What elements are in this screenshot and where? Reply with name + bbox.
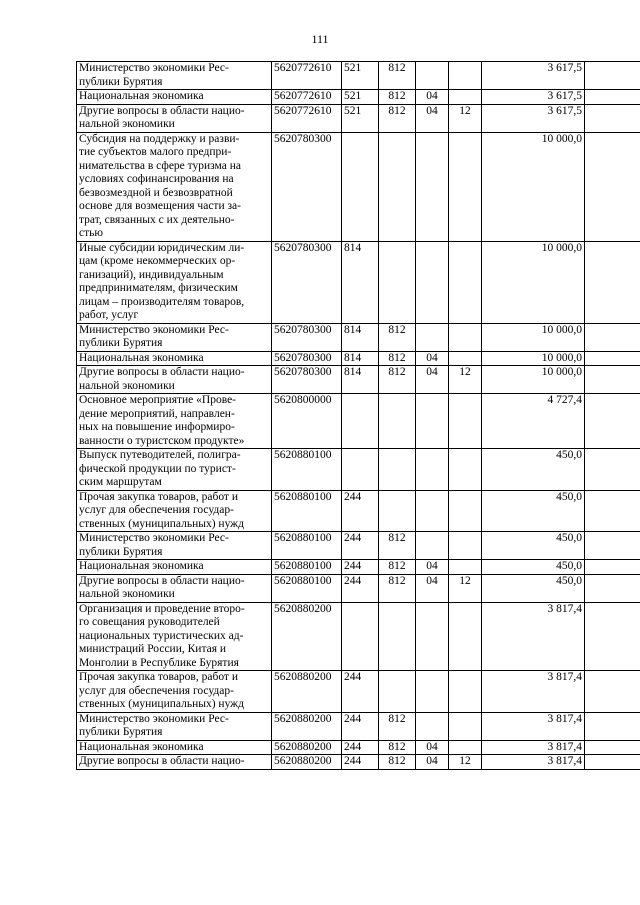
ministry-code-cell [379, 241, 416, 323]
expense-type-cell: 521 [342, 62, 379, 90]
expense-type-cell: 244 [342, 560, 379, 575]
subsection-cell: 12 [449, 755, 482, 770]
empty-column-cell [585, 394, 640, 449]
subsection-cell: 12 [449, 574, 482, 602]
section-cell [416, 323, 449, 351]
row-name-cell: Прочая закупка товаров, работ и услуг для обеспечения государ- ственных (муниципальных) нужд [77, 671, 272, 713]
section-cell: 04 [416, 366, 449, 394]
target-article-cell: 5620800000 [272, 394, 342, 449]
empty-column-cell [585, 602, 640, 671]
target-article-cell: 5620772610 [272, 62, 342, 90]
row-name-cell: Прочая закупка товаров, работ и услуг для обеспечения государ- ственных (муниципальных) нужд [77, 490, 272, 532]
amount-cell: 3 817,4 [482, 755, 585, 770]
target-article-cell: 5620880200 [272, 755, 342, 770]
subsection-cell [449, 449, 482, 491]
target-article-cell: 5620880200 [272, 712, 342, 740]
section-cell [416, 132, 449, 241]
section-cell: 04 [416, 104, 449, 132]
table-row [77, 449, 640, 491]
table-row [77, 602, 640, 671]
row-name-cell: Министерство экономики Рес- публики Бурятия [77, 712, 272, 740]
table-row [77, 490, 640, 532]
row-name-cell: Национальная экономика [77, 560, 272, 575]
table-row [77, 323, 640, 351]
section-cell: 04 [416, 740, 449, 755]
table-row [77, 671, 640, 713]
target-article-cell: 5620780300 [272, 366, 342, 394]
table-row [77, 104, 640, 132]
subsection-cell [449, 560, 482, 575]
subsection-cell: 12 [449, 104, 482, 132]
section-cell: 04 [416, 351, 449, 366]
expense-type-cell: 244 [342, 532, 379, 560]
table-row [77, 351, 640, 366]
section-cell: 04 [416, 90, 449, 105]
target-article-cell: 5620880200 [272, 602, 342, 671]
amount-cell: 10 000,0 [482, 351, 585, 366]
section-cell: 04 [416, 574, 449, 602]
subsection-cell [449, 323, 482, 351]
subsection-cell [449, 90, 482, 105]
subsection-cell [449, 394, 482, 449]
subsection-cell [449, 62, 482, 90]
table-row [77, 90, 640, 105]
ministry-code-cell: 812 [379, 560, 416, 575]
page-number: 111 [311, 32, 329, 46]
section-cell [416, 712, 449, 740]
expense-type-cell: 244 [342, 712, 379, 740]
table-row [77, 740, 640, 755]
amount-cell: 10 000,0 [482, 366, 585, 394]
expense-type-cell: 814 [342, 351, 379, 366]
table-row [77, 132, 640, 241]
empty-column-cell [585, 323, 640, 351]
ministry-code-cell: 812 [379, 532, 416, 560]
empty-column-cell [585, 490, 640, 532]
empty-column-cell [585, 132, 640, 241]
subsection-cell [449, 602, 482, 671]
budget-table-body [77, 62, 640, 770]
ministry-code-cell [379, 671, 416, 713]
target-article-cell: 5620780300 [272, 323, 342, 351]
empty-column-cell [585, 671, 640, 713]
empty-column-cell [585, 560, 640, 575]
expense-type-cell: 521 [342, 90, 379, 105]
amount-cell: 3 617,5 [482, 62, 585, 90]
target-article-cell: 5620880200 [272, 740, 342, 755]
subsection-cell [449, 712, 482, 740]
target-article-cell: 5620772610 [272, 104, 342, 132]
target-article-cell: 5620880100 [272, 490, 342, 532]
table-row [77, 560, 640, 575]
expense-type-cell: 814 [342, 241, 379, 323]
subsection-cell [449, 351, 482, 366]
expense-type-cell: 521 [342, 104, 379, 132]
empty-column-cell [585, 755, 640, 770]
ministry-code-cell [379, 449, 416, 491]
table-row [77, 532, 640, 560]
row-name-cell: Другие вопросы в области нацио- нальной экономики [77, 574, 272, 602]
subsection-cell [449, 671, 482, 713]
section-cell [416, 449, 449, 491]
section-cell: 04 [416, 755, 449, 770]
amount-cell: 10 000,0 [482, 323, 585, 351]
target-article-cell: 5620780300 [272, 351, 342, 366]
ministry-code-cell [379, 602, 416, 671]
section-cell [416, 671, 449, 713]
target-article-cell: 5620880100 [272, 560, 342, 575]
expense-type-cell: 244 [342, 490, 379, 532]
amount-cell: 3 817,4 [482, 712, 585, 740]
row-name-cell: Министерство экономики Рес- публики Бурятия [77, 62, 272, 90]
target-article-cell: 5620880100 [272, 449, 342, 491]
section-cell [416, 62, 449, 90]
ministry-code-cell: 812 [379, 104, 416, 132]
target-article-cell: 5620880100 [272, 532, 342, 560]
empty-column-cell [585, 351, 640, 366]
expense-type-cell: 244 [342, 671, 379, 713]
target-article-cell: 5620772610 [272, 90, 342, 105]
section-cell [416, 602, 449, 671]
amount-cell: 3 817,4 [482, 740, 585, 755]
budget-table [76, 61, 640, 770]
expense-type-cell [342, 394, 379, 449]
row-name-cell: Национальная экономика [77, 740, 272, 755]
row-name-cell: Другие вопросы в области нацио- нальной экономики [77, 104, 272, 132]
table-row [77, 712, 640, 740]
row-name-cell: Министерство экономики Рес- публики Бурятия [77, 532, 272, 560]
target-article-cell: 5620780300 [272, 132, 342, 241]
expense-type-cell: 244 [342, 740, 379, 755]
amount-cell: 3 617,5 [482, 104, 585, 132]
row-name-cell: Министерство экономики Рес- публики Бурятия [77, 323, 272, 351]
row-name-cell: Национальная экономика [77, 90, 272, 105]
amount-cell: 3 617,5 [482, 90, 585, 105]
target-article-cell: 5620780300 [272, 241, 342, 323]
amount-cell: 450,0 [482, 490, 585, 532]
ministry-code-cell: 812 [379, 90, 416, 105]
expense-type-cell [342, 602, 379, 671]
amount-cell: 3 817,4 [482, 602, 585, 671]
expense-type-cell: 814 [342, 366, 379, 394]
table-row [77, 62, 640, 90]
subsection-cell [449, 241, 482, 323]
section-cell [416, 241, 449, 323]
target-article-cell: 5620880200 [272, 671, 342, 713]
row-name-cell: Основное мероприятие «Прове- дение мероприятий, направлен- ных на повышение информиро- ванности о туристском продукте» [77, 394, 272, 449]
section-cell [416, 394, 449, 449]
subsection-cell: 12 [449, 366, 482, 394]
table-row [77, 755, 640, 770]
table-row [77, 394, 640, 449]
subsection-cell [449, 740, 482, 755]
target-article-cell: 5620880100 [272, 574, 342, 602]
table-row [77, 366, 640, 394]
empty-column-cell [585, 449, 640, 491]
row-name-cell: Выпуск путеводителей, полигра- фической продукции по турист- ским маршрутам [77, 449, 272, 491]
expense-type-cell: 244 [342, 574, 379, 602]
amount-cell: 4 727,4 [482, 394, 585, 449]
row-name-cell: Организация и проведение второ- го совещания руководителей национальных туристических ад- министраций России, Китая и Монголии в Республике Бурятия [77, 602, 272, 671]
subsection-cell [449, 532, 482, 560]
empty-column-cell [585, 241, 640, 323]
ministry-code-cell: 812 [379, 366, 416, 394]
amount-cell: 3 817,4 [482, 671, 585, 713]
subsection-cell [449, 490, 482, 532]
ministry-code-cell [379, 394, 416, 449]
ministry-code-cell: 812 [379, 323, 416, 351]
ministry-code-cell: 812 [379, 351, 416, 366]
empty-column-cell [585, 740, 640, 755]
ministry-code-cell: 812 [379, 62, 416, 90]
amount-cell: 450,0 [482, 532, 585, 560]
amount-cell: 450,0 [482, 449, 585, 491]
empty-column-cell [585, 90, 640, 105]
amount-cell: 10 000,0 [482, 132, 585, 241]
ministry-code-cell: 812 [379, 712, 416, 740]
empty-column-cell [585, 104, 640, 132]
subsection-cell [449, 132, 482, 241]
section-cell [416, 490, 449, 532]
empty-column-cell [585, 62, 640, 90]
ministry-code-cell: 812 [379, 740, 416, 755]
empty-column-cell [585, 712, 640, 740]
row-name-cell: Другие вопросы в области нацио- [77, 755, 272, 770]
row-name-cell: Субсидия на поддержку и разви- тие субъектов малого предпри- нимательства в сфере туризма на условиях софинансирования на безвозмездной и безвозвратной основе для возмещения части за- трат, связанных с их деятельно- стью [77, 132, 272, 241]
expense-type-cell: 814 [342, 323, 379, 351]
expense-type-cell [342, 449, 379, 491]
empty-column-cell [585, 366, 640, 394]
amount-cell: 450,0 [482, 574, 585, 602]
ministry-code-cell [379, 490, 416, 532]
ministry-code-cell: 812 [379, 574, 416, 602]
amount-cell: 450,0 [482, 560, 585, 575]
section-cell [416, 532, 449, 560]
ministry-code-cell [379, 132, 416, 241]
table-row [77, 241, 640, 323]
table-row [77, 574, 640, 602]
row-name-cell: Национальная экономика [77, 351, 272, 366]
expense-type-cell [342, 132, 379, 241]
row-name-cell: Другие вопросы в области нацио- нальной экономики [77, 366, 272, 394]
expense-type-cell: 244 [342, 755, 379, 770]
ministry-code-cell: 812 [379, 755, 416, 770]
empty-column-cell [585, 532, 640, 560]
row-name-cell: Иные субсидии юридическим ли- цам (кроме некоммерческих ор- ганизаций), индивидуальным предпринимателям, физическим лицам – производителям товаров, работ, услуг [77, 241, 272, 323]
empty-column-cell [585, 574, 640, 602]
amount-cell: 10 000,0 [482, 241, 585, 323]
section-cell: 04 [416, 560, 449, 575]
